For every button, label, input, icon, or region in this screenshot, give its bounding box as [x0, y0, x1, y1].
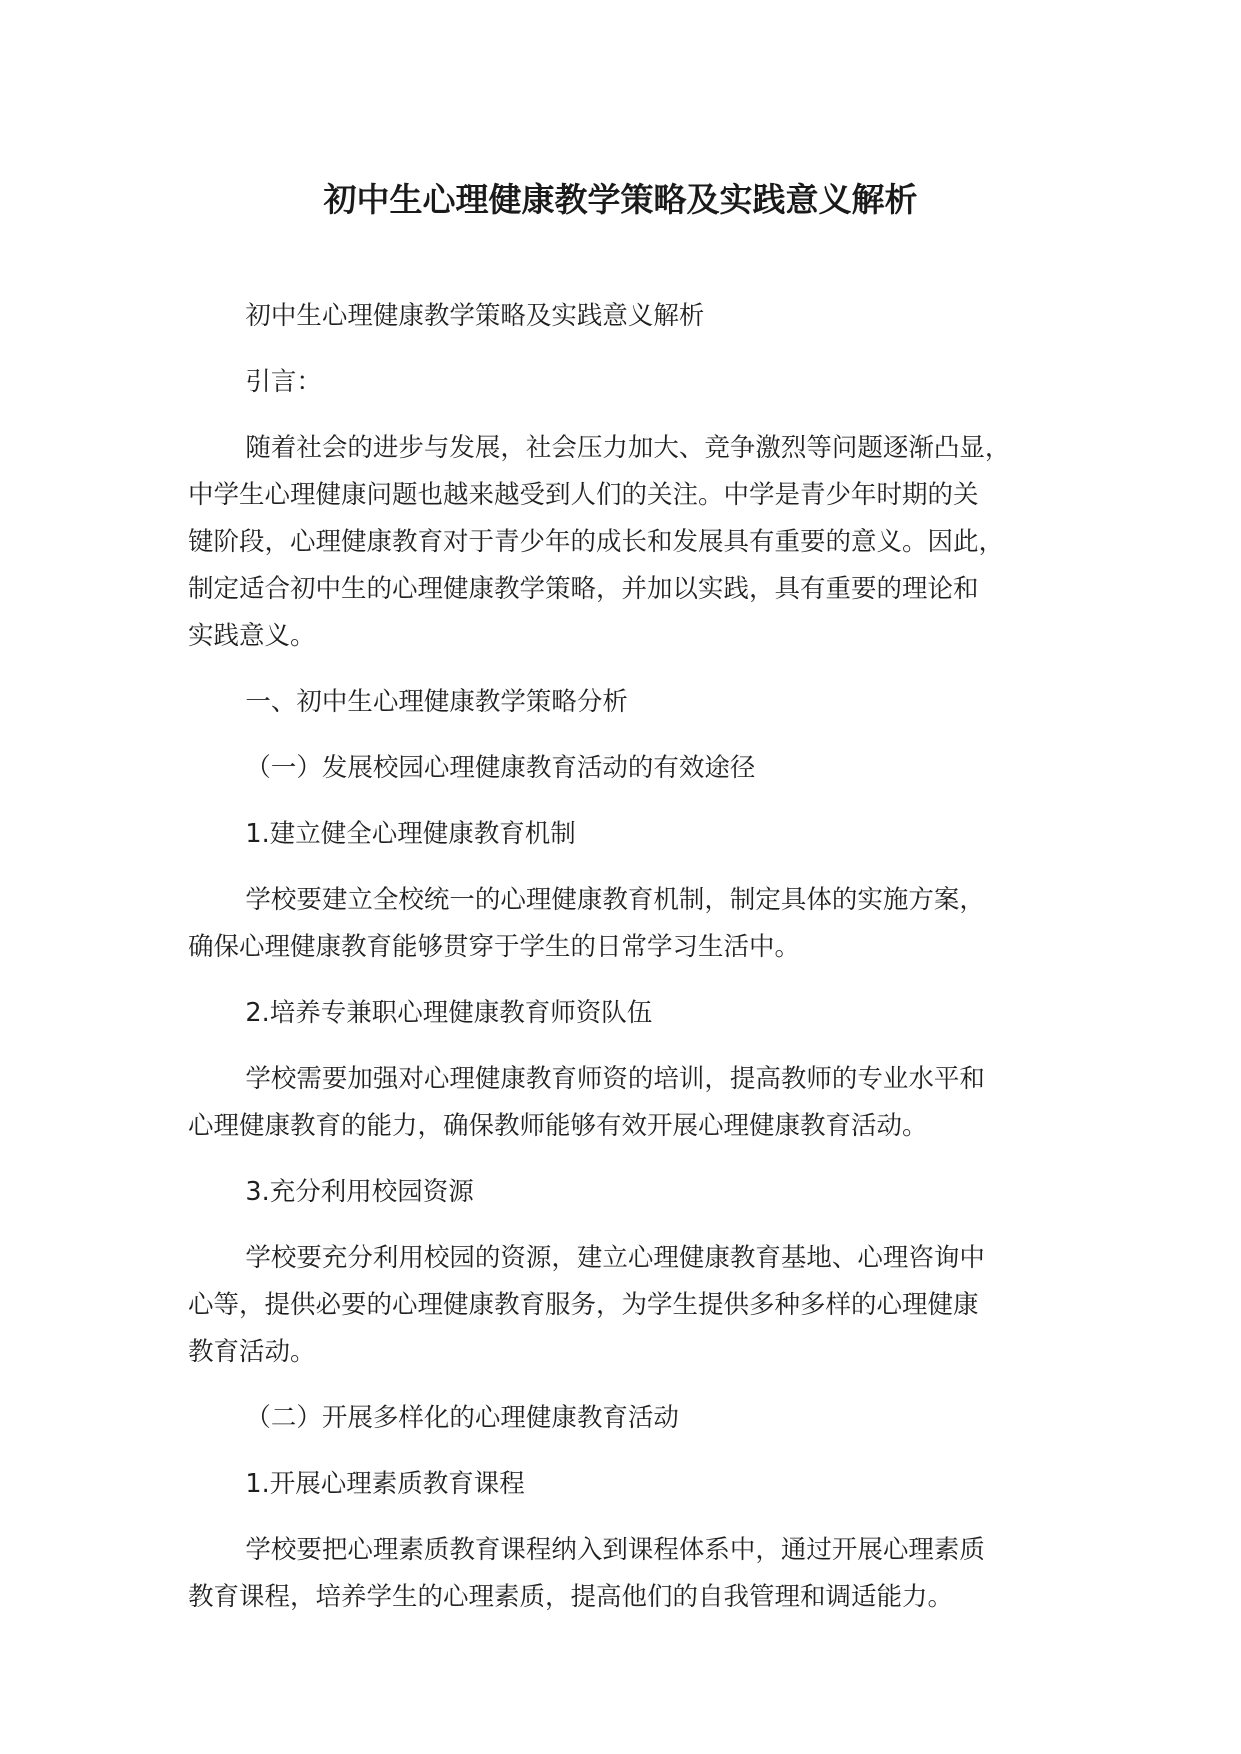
- paragraph-line: 初中生心理健康教学策略及实践意义解析: [245, 301, 705, 331]
- paragraph: [188, 1527, 1058, 1621]
- paragraph-line: 学校需要加强对心理健康教育师资的培训，提高教师的专业水平和: [245, 1064, 985, 1094]
- paragraph-line: （二）开展多样化的心理健康教育活动: [245, 1403, 679, 1433]
- paragraph: [188, 877, 1058, 971]
- paragraph-line: 1.建立健全心理健康教育机制: [245, 819, 576, 849]
- paragraph: [188, 990, 1058, 1037]
- paragraph: [188, 811, 1058, 858]
- paragraph: [188, 1395, 1058, 1442]
- paragraph: [188, 1235, 1058, 1376]
- paragraph-line: 中学生心理健康问题也越来越受到人们的关注。中学是青少年时期的关: [188, 480, 979, 510]
- paragraph: [188, 293, 1058, 340]
- paragraph-line: 2.培养专兼职心理健康教育师资队伍: [245, 998, 653, 1028]
- paragraph-line: 实践意义。: [188, 621, 316, 651]
- paragraph-line: 制定适合初中生的心理健康教学策略，并加以实践，具有重要的理论和: [188, 574, 979, 604]
- document-title: 初中生心理健康教学策略及实践意义解析: [323, 180, 918, 219]
- paragraph-line: （一）发展校园心理健康教育活动的有效途径: [245, 753, 756, 783]
- paragraph-line: 键阶段，心理健康教育对于青少年的成长和发展具有重要的意义。因此，: [188, 527, 1005, 557]
- paragraph-line: 1.开展心理素质教育课程: [245, 1469, 525, 1499]
- paragraph-line: 心等，提供必要的心理健康教育服务，为学生提供多种多样的心理健康: [188, 1290, 979, 1320]
- paragraph-line: 教育活动。: [188, 1337, 316, 1367]
- paragraph-line: 确保心理健康教育能够贯穿于学生的日常学习生活中。: [188, 932, 801, 962]
- paragraph-line: 一、初中生心理健康教学策略分析: [245, 687, 628, 717]
- paragraph-line: 学校要把心理素质教育课程纳入到课程体系中，通过开展心理素质: [245, 1535, 985, 1565]
- paragraph: [188, 1169, 1058, 1216]
- paragraph-line: 学校要充分利用校园的资源，建立心理健康教育基地、心理咨询中: [245, 1243, 985, 1273]
- paragraph: [188, 1461, 1058, 1508]
- paragraph-line: 心理健康教育的能力，确保教师能够有效开展心理健康教育活动。: [188, 1111, 928, 1141]
- paragraph: [188, 679, 1058, 726]
- paragraph-line: 教育课程，培养学生的心理素质，提高他们的自我管理和调适能力。: [188, 1582, 954, 1612]
- document-body: [188, 293, 1058, 1640]
- paragraph: [188, 1056, 1058, 1150]
- paragraph: [188, 425, 1058, 660]
- paragraph: [188, 359, 1058, 406]
- paragraph-line: 引言：: [245, 367, 322, 397]
- paragraph-line: 随着社会的进步与发展，社会压力加大、竞争激烈等问题逐渐凸显，: [245, 433, 1011, 463]
- paragraph-line: 3.充分利用校园资源: [245, 1177, 474, 1207]
- paragraph-line: 学校要建立全校统一的心理健康教育机制，制定具体的实施方案，: [245, 885, 985, 915]
- paragraph: [188, 745, 1058, 792]
